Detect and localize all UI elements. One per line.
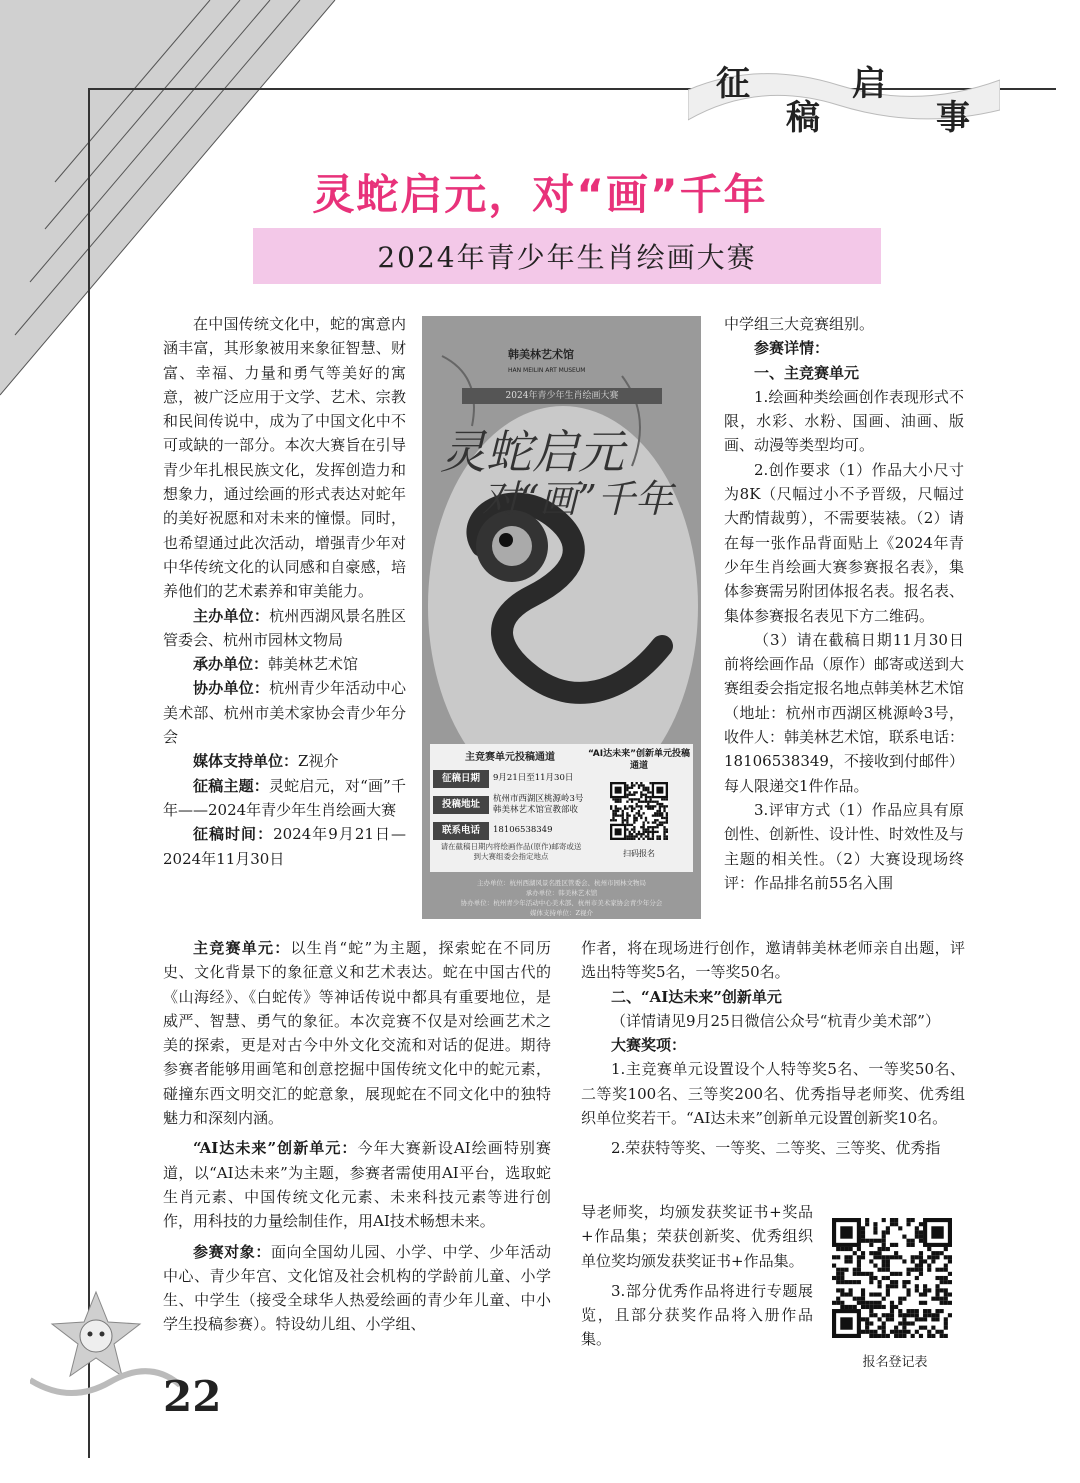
banner-char-2: 稿 [786, 98, 820, 138]
theme-value: 灵蛇启元，对“画”千年——2024年青少年生肖绘画大赛 [163, 776, 406, 819]
groups-continuation: 中学组三大竞赛组别。 [724, 315, 875, 333]
poster-logo: 韩美林艺术馆 HAN MEILIN ART MUSEUM [508, 348, 586, 374]
host-value: 杭州西湖风景名胜区管委会、杭州市园林文物局 [163, 606, 406, 649]
host-label: 主办单位： [193, 606, 270, 625]
theme-label: 征稿主题： [193, 776, 269, 795]
rule-1: 1.绘画种类绘画创作表现形式不限，水彩、水粉、国画、油画、版画、动漫等类型均可。 [724, 387, 964, 455]
poster-row-phone: 联系电话 18106538349 [433, 822, 585, 840]
target-label: 参赛对象： [193, 1242, 271, 1261]
awards-column [581, 936, 965, 1161]
undertake-value: 韩美林艺术馆 [268, 655, 359, 674]
poster-box-title: 主竞赛单元投稿通道 [465, 752, 555, 763]
co-label: 协办单位： [193, 679, 270, 698]
time-label: 征稿时间： [193, 825, 274, 844]
main-unit-column [163, 936, 551, 1337]
co-value: 杭州青少年活动中心美术部、杭州市美术家协会青少年分会 [163, 679, 406, 747]
award-2-first-line: 2.荣获特等奖、一等奖、二等奖、三等奖、优秀指 [611, 1139, 941, 1158]
poster-ai-title: “AI达未来”创新单元投稿通道 [588, 749, 690, 771]
poster-ai-box [588, 748, 690, 870]
award-3: 3.部分优秀作品将进行专题展览，且部分获奖作品将入册作品集。 [581, 1281, 813, 1349]
media-label: 媒体支持单位： [193, 752, 299, 771]
poster-footer: 主办单位：杭州西湖风景名胜区管委会、杭州市园林文物局 承办单位：韩美林艺术馆 协办单位：杭州青少年活动中心美术部、杭州市美术家协会青少年分会 媒体支持单位：Z视介 [460, 879, 663, 917]
undertake-label: 承办单位： [193, 655, 269, 674]
intro-column [163, 312, 406, 871]
poster-info-box [430, 744, 693, 872]
media-value: Z视介 [298, 752, 339, 771]
frame-left-line [88, 88, 90, 1458]
target-text: 面向全国幼儿园、小学、中学、少年活动中心、青少年宫、文化馆及社会机构的学龄前儿童、小学生、中学生（接受全球华人热爱绘画的青少年儿童、中小学生投稿参赛）。特设幼儿组、小学组、 [163, 1242, 551, 1334]
poster-band: 2024年青少年生肖绘画大赛 [462, 388, 662, 404]
poster-row-date: 征稿日期 9月21日至11月30日 [433, 770, 585, 788]
banner-char-1: 征 [716, 64, 750, 104]
poster-scan-label: 扫码报名 [623, 849, 655, 858]
qr-caption: 报名登记表 [862, 1355, 928, 1370]
main-unit-label: 主竞赛单元： [193, 939, 291, 957]
page-number: 22 [163, 1372, 222, 1421]
intro-paragraph: 在中国传统文化中，蛇的寓意内涵丰富，其形象被用来象征智慧、财富、幸福、力量和勇气等美好的寓意，被广泛应用于文学、艺术、宗教和民间传说中，成为了中国文化中不可或缺的一部分。本次大赛旨在引导青少年扎根民族文化，发挥创造力和想象力，通过绘画的形式表达对蛇年的美好祝愿和对未来的憧憬。同时，也希望通过此次活动，增强青少年对中华传统文化的认同感和自豪感，培养他们的艺术素养和审美能力。 [163, 315, 406, 601]
poster-title-1: 灵蛇启元 [440, 425, 624, 479]
section-2-heading: 二、“AI达未来”创新单元 [611, 987, 782, 1006]
banner-char-4: 事 [936, 98, 970, 138]
wave-decoration [30, 1360, 180, 1410]
details-heading: 参赛详情： [754, 339, 830, 358]
banner-char-3: 启 [852, 64, 886, 104]
rule-3: （3）请在截稿日期11月30日前将绘画作品（原作）邮寄或送到大赛组委会指定报名地点韩美林艺术馆（地址：杭州市西湖区桃源岭3号，收件人：韩美林艺术馆，联系电话：18106538349，不接收到付邮件）每人限递交1件作品。 [724, 630, 965, 795]
details-column [724, 312, 964, 895]
poster-row-address: 投稿地址 杭州市西湖区桃源岭3号 韩美林艺术馆宣教部收 [433, 796, 585, 814]
registration-qr-code[interactable] [832, 1218, 952, 1338]
poster-title-2: 对“画”千年 [482, 477, 673, 521]
ai-unit-label: “AI达未来”创新单元： [193, 1139, 358, 1158]
award-1: 1.主竞赛单元设置设个人特等奖5名、一等奖50名、二等奖100名、三等奖200名、优秀指导老师奖、优秀组织单位奖若干。“AI达未来”创新单元设置创新奖10名。 [581, 1060, 965, 1128]
poster-qr-code[interactable] [610, 782, 668, 840]
article-title: 灵蛇启元，对“画”千年 [312, 170, 768, 219]
article-subtitle: 2024年青少年生肖绘画大赛 [253, 228, 881, 284]
contest-poster [422, 316, 701, 919]
awards-column-narrow [581, 1200, 813, 1352]
rule-4: 3.评审方式（1）作品应具有原创性、创新性、设计性、时效性及与主题的相关性。（2）大赛设现场终评：作品排名前55名入围 [724, 800, 965, 892]
section-1-heading: 一、主竞赛单元 [754, 363, 860, 382]
snake-illustration [422, 316, 701, 746]
ai-unit-text: 今年大赛新设AI绘画特别赛道，以“AI达未来”为主题，参赛者需使用AI平台，选取蛇生肖元素、中国传统文化元素、未来科技元素等进行创作，用科技的力量绘制佳作，用AI技术畅想未来。 [163, 1139, 551, 1231]
time-value: 2024年9月21日—2024年11月30日 [163, 825, 406, 868]
poster-note: 请在截稿日期内将绘画作品(原作)邮寄或送到大赛组委会指定地点 [440, 842, 582, 861]
rule-4-continued: 作者，将在现场进行创作，邀请韩美林老师亲自出题，评选出特等奖5名，一等奖50名。 [581, 939, 965, 982]
section-banner [688, 50, 1000, 138]
award-2-rest: 导老师奖，均颁发获奖证书+奖品+作品集；荣获创新奖、优秀组织单位奖均颁发获奖证书+作品集。 [581, 1203, 813, 1270]
awards-heading: 大赛奖项： [611, 1036, 687, 1055]
rule-2: 2.创作要求（1）作品大小尺寸为8K（尺幅过小不予晋级，尺幅过大酌情裁剪），不需要装裱。（2）请在每一张作品背面贴上《2024年青少年生肖绘画大赛参赛报名表》，集体参赛需另附团体报名表。报名表、集体参赛报名表见下方二维码。 [724, 460, 965, 625]
main-unit-text: 以生肖“蛇”为主题，探索蛇在不同历史、文化背景下的象征意义和艺术表达。蛇在中国古代的《山海经》、《白蛇传》等神话传说中都具有重要地位，是威严、智慧、勇气的象征。本次竞赛不仅是对绘画艺术之美的探索，更是对古今中外文化交流和对话的促进。期待参赛者能够用画笔和创意挖掘中国传统文化中的蛇元素，碰撞东西文明交汇的蛇意象，展现蛇在不同文化中的独特魅力和深刻内涵。 [163, 939, 551, 1128]
section-2-note: （详情请见9月25日微信公众号“杭青少美术部”） [611, 1011, 940, 1030]
